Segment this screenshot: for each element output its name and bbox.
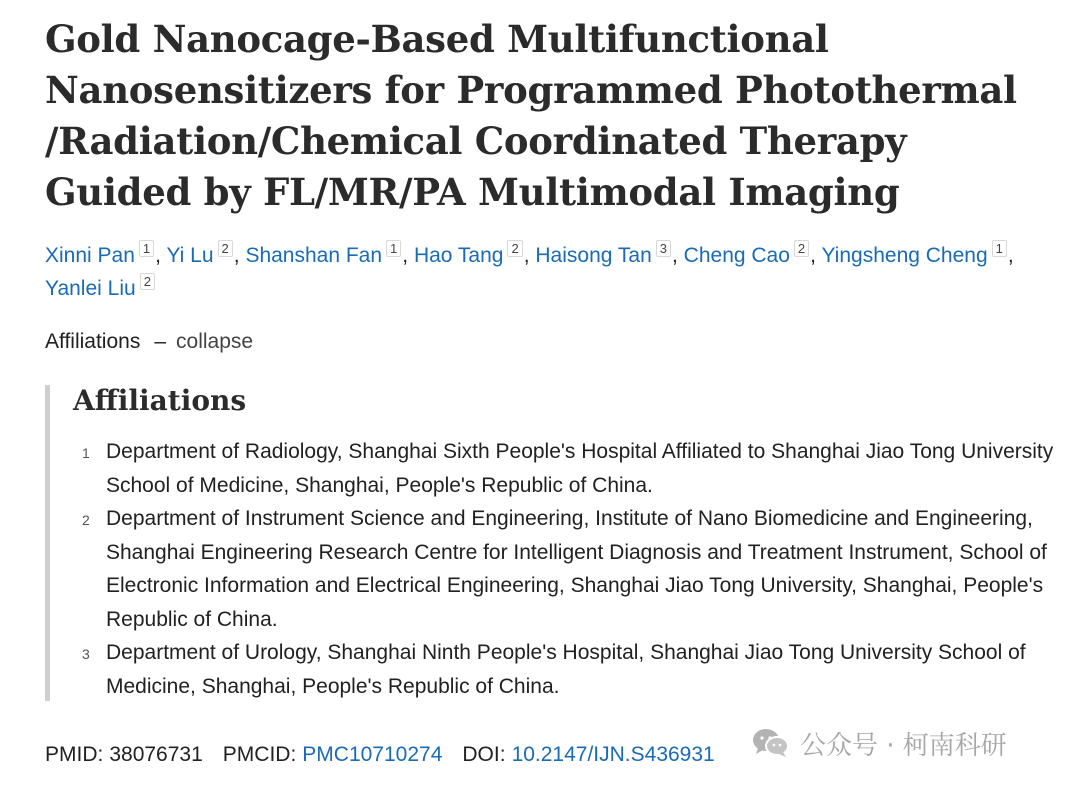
affiliations-heading: Affiliations bbox=[73, 384, 247, 417]
affiliation-text: Department of Urology, Shanghai Ninth People's Hospital, Shanghai Jiao Tong University School of Medicine, Shanghai, People's Republic of China. bbox=[106, 641, 1026, 698]
watermark-text: 公众号 · 柯南科研 bbox=[800, 730, 1007, 761]
pmcid-label: PMCID: bbox=[222, 743, 297, 766]
affiliation-ref[interactable]: 1 bbox=[992, 240, 1007, 257]
affiliation-number: 3 bbox=[82, 646, 90, 662]
affiliations-toggle-label: Affiliations bbox=[45, 330, 141, 353]
affiliation-ref[interactable]: 2 bbox=[140, 273, 155, 290]
affiliation-ref[interactable]: 2 bbox=[218, 240, 233, 257]
watermark bbox=[752, 726, 1007, 760]
affiliation-text: Department of Instrument Science and Engineering, Institute of Nano Biomedicine and Engineering, Shanghai Engineering Research Centre for Intelligent Diagnosis and Treatment Instrument, School of Electronic Information and Electrical Engineering, Shanghai Jiao Tong University, Shanghai, People's Republic of China. bbox=[106, 507, 1047, 631]
author-entry: Xinni Pan 1 , bbox=[45, 241, 167, 267]
affiliation-ref[interactable]: 1 bbox=[386, 240, 401, 257]
author-entry: Haisong Tan 3 , bbox=[535, 241, 684, 267]
affiliation-text: Department of Radiology, Shanghai Sixth People's Hospital Affiliated to Shanghai Jiao Tong University School of Medicine, Shanghai, People's Republic of China. bbox=[106, 440, 1054, 497]
affiliation-number: 1 bbox=[82, 445, 90, 461]
author-entry bbox=[45, 274, 156, 300]
author-link[interactable]: Yi Lu bbox=[166, 244, 214, 267]
author-link[interactable]: Yanlei Liu bbox=[45, 277, 136, 300]
pmid-label: PMID: bbox=[45, 743, 104, 766]
affiliation-item bbox=[50, 636, 1055, 703]
pmid-value: 38076731 bbox=[109, 743, 203, 766]
affiliation-item bbox=[50, 435, 1055, 502]
author-entry: Yingsheng Cheng 1 , bbox=[821, 241, 1014, 267]
affiliation-item bbox=[50, 502, 1055, 636]
pmcid-link[interactable]: PMC10710274 bbox=[302, 743, 443, 766]
author-link[interactable]: Yingsheng Cheng bbox=[821, 244, 988, 267]
wechat-icon bbox=[752, 727, 790, 759]
author-entry: Shanshan Fan 1 , bbox=[245, 241, 414, 267]
affiliation-number: 2 bbox=[82, 512, 90, 528]
article-title: Gold Nanocage-Based Multifunctional Nanosensitizers for Programmed Photothermal /Radiation/Chemical Coordinated Therapy Guided by FL/MR/PA Multimodal Imaging bbox=[45, 17, 1017, 214]
affiliations-list bbox=[50, 435, 1055, 703]
toggle-dash: – bbox=[154, 330, 167, 353]
affiliations-panel bbox=[45, 385, 1060, 701]
author-link[interactable]: Xinni Pan bbox=[45, 244, 135, 267]
article-identifiers bbox=[45, 740, 715, 770]
author-entry: Yi Lu 2 , bbox=[166, 241, 246, 267]
doi-label: DOI: bbox=[462, 743, 506, 766]
doi-link[interactable]: 10.2147/IJN.S436931 bbox=[511, 743, 715, 766]
affiliation-ref[interactable]: 1 bbox=[139, 240, 154, 257]
author-link[interactable]: Shanshan Fan bbox=[245, 244, 383, 267]
author-entry: Cheng Cao 2 , bbox=[683, 241, 822, 267]
affiliation-ref[interactable]: 3 bbox=[656, 240, 671, 257]
affiliations-toggle[interactable] bbox=[45, 327, 253, 357]
author-link[interactable]: Hao Tang bbox=[413, 244, 504, 267]
author-link[interactable]: Haisong Tan bbox=[535, 244, 652, 267]
affiliation-ref[interactable]: 2 bbox=[794, 240, 809, 257]
author-entry: Hao Tang 2 , bbox=[413, 241, 536, 267]
affiliation-ref[interactable]: 2 bbox=[507, 240, 522, 257]
author-link[interactable]: Cheng Cao bbox=[683, 244, 790, 267]
collapse-link[interactable]: collapse bbox=[176, 330, 254, 353]
author-list bbox=[45, 239, 1055, 305]
